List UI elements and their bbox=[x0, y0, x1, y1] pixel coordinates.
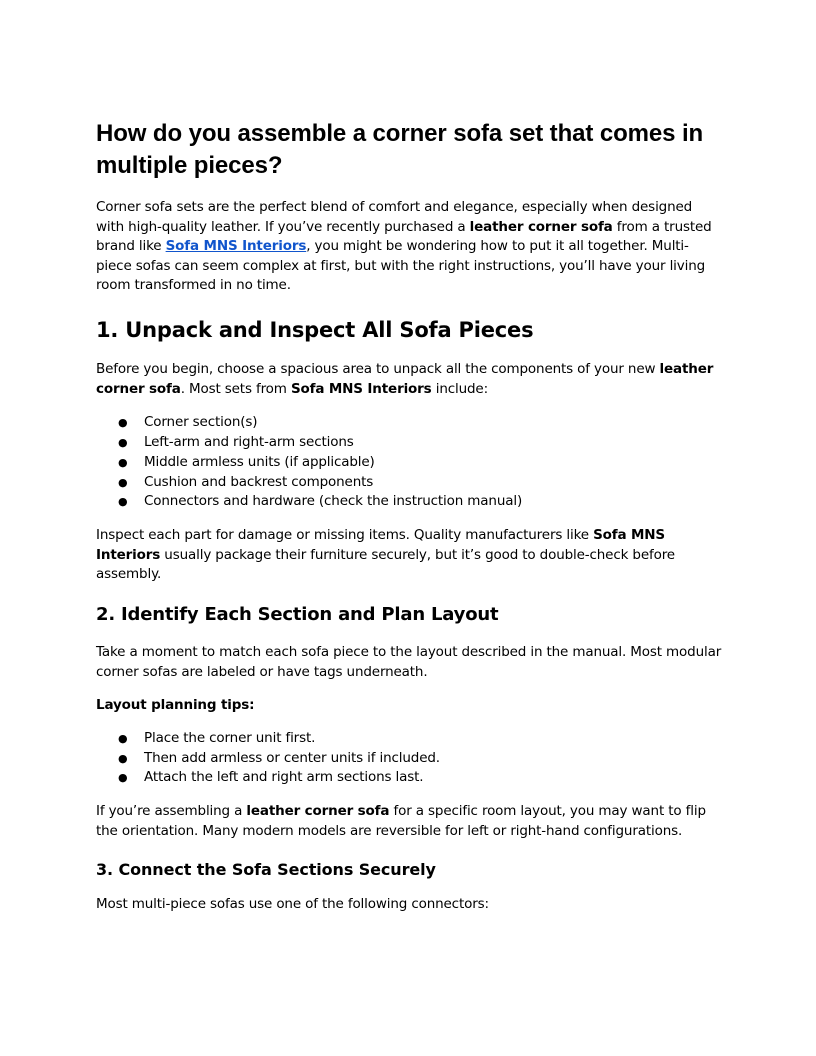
bullet-icon: ● bbox=[118, 416, 128, 430]
bullet-icon: ● bbox=[118, 771, 128, 785]
section-2-list bbox=[96, 729, 724, 788]
intro-paragraph bbox=[96, 198, 724, 296]
s1p2-text-2: usually package their furniture securely, but it’s good to double-check before assembly. bbox=[96, 546, 675, 583]
intro-text-3: , you might be wondering how to put it all together. Multi-piece sofas can seem complex at first, but with the right instructions, you’ll have your living room transformed in no time. bbox=[96, 238, 706, 294]
bullet-icon: ● bbox=[118, 495, 128, 509]
s1p1-text-2: . Most sets from bbox=[180, 380, 291, 397]
list-item: ● Place the corner unit first. bbox=[96, 729, 724, 749]
bullet-icon: ● bbox=[118, 455, 128, 469]
layout-tips-label-text: Layout planning tips: bbox=[96, 697, 255, 714]
list-item: ● Attach the left and right arm sections last. bbox=[96, 768, 724, 788]
s2p2-text-1: If you’re assembling a bbox=[96, 803, 247, 820]
section-2-paragraph-2 bbox=[96, 802, 724, 841]
section-2-heading: 2. Identify Each Section and Plan Layout bbox=[96, 603, 499, 625]
s1p2-text-1: Inspect each part for damage or missing items. Quality manufacturers like bbox=[96, 527, 594, 544]
bullet-icon: ● bbox=[118, 435, 128, 449]
layout-tips-label bbox=[96, 696, 724, 716]
page-title: How do you assemble a corner sofa set that comes in multiple pieces? bbox=[96, 120, 704, 179]
sofa-mns-interiors-link[interactable]: Sofa MNS Interiors bbox=[165, 238, 307, 255]
section-1-paragraph-2 bbox=[96, 526, 724, 585]
s1p1-bold-2: Sofa MNS Interiors bbox=[290, 380, 432, 397]
section-3-paragraph-1: Most multi-piece sofas use one of the following connectors: bbox=[96, 896, 489, 913]
list-item: ● Corner section(s) bbox=[96, 413, 724, 433]
list-item: ● Cushion and backrest components bbox=[96, 473, 724, 493]
section-1-paragraph-1 bbox=[96, 360, 724, 399]
bullet-icon: ● bbox=[118, 751, 128, 765]
bullet-icon: ● bbox=[118, 731, 128, 745]
bullet-icon: ● bbox=[118, 475, 128, 489]
s1p1-bold-1: leather corner sofa bbox=[96, 360, 714, 397]
section-1-list bbox=[96, 413, 724, 512]
list-item: ● Connectors and hardware (check the instruction manual) bbox=[96, 492, 724, 512]
section-3-heading: 3. Connect the Sofa Sections Securely bbox=[96, 860, 436, 880]
intro-text-1: Corner sofa sets are the perfect blend of comfort and elegance, especially when designed with high-quality leather. If you’ve recently purchased a bbox=[96, 199, 693, 235]
section-1-heading: 1. Unpack and Inspect All Sofa Pieces bbox=[96, 317, 534, 342]
list-item: ● Middle armless units (if applicable) bbox=[96, 453, 724, 473]
s1p2-bold-1: Sofa MNS Interiors bbox=[96, 527, 665, 563]
list-item: ● Left-arm and right-arm sections bbox=[96, 433, 724, 453]
s1p1-text-1: Before you begin, choose a spacious area to unpack all the components of your new bbox=[96, 360, 660, 377]
document-page bbox=[96, 118, 724, 929]
intro-text-2: from a trusted brand like bbox=[96, 218, 712, 255]
s2p2-text-2: for a specific room layout, you may want to flip the orientation. Many modern models are reversible for left or right-hand configurations. bbox=[96, 803, 706, 839]
intro-bold-leather-corner-sofa: leather corner sofa bbox=[469, 218, 613, 235]
list-item: ● Then add armless or center units if included. bbox=[96, 749, 724, 769]
s1p1-text-3: include: bbox=[431, 380, 488, 397]
section-2-paragraph-1: Take a moment to match each sofa piece to the layout described in the manual. Most modular corner sofas are labeled or have tags underneath. bbox=[96, 643, 722, 680]
s2p2-bold-1: leather corner sofa bbox=[246, 803, 390, 820]
